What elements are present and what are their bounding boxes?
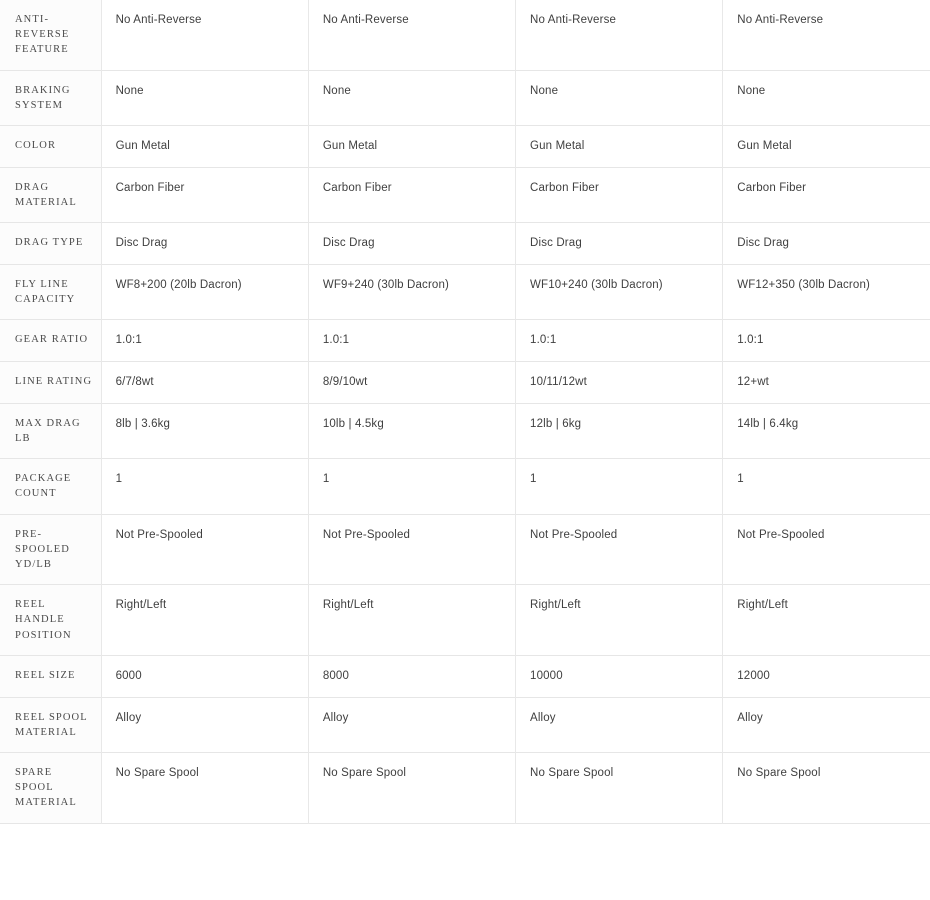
table-row: [0, 514, 930, 585]
spec-value: Not Pre-Spooled: [723, 514, 930, 585]
spec-label: REEL SPOOL MATERIAL: [0, 697, 101, 752]
table-row: [0, 585, 930, 656]
spec-value: Gun Metal: [723, 126, 930, 168]
spec-value: No Spare Spool: [723, 752, 930, 823]
table-row: [0, 167, 930, 222]
spec-value: 12+wt: [723, 361, 930, 403]
spec-value: 1.0:1: [516, 320, 723, 362]
spec-value: 1.0:1: [308, 320, 515, 362]
spec-label: BRAKING SYSTEM: [0, 70, 101, 125]
spec-value: 14lb | 6.4kg: [723, 403, 930, 458]
spec-label: PACKAGE COUNT: [0, 459, 101, 514]
spec-value: None: [101, 70, 308, 125]
spec-label: REEL HANDLE POSITION: [0, 585, 101, 656]
spec-value: Disc Drag: [516, 223, 723, 265]
spec-value: 10lb | 4.5kg: [308, 403, 515, 458]
spec-value: 1.0:1: [723, 320, 930, 362]
spec-label: GEAR RATIO: [0, 320, 101, 362]
spec-label: SPARE SPOOL MATERIAL: [0, 752, 101, 823]
spec-value: Carbon Fiber: [516, 167, 723, 222]
spec-value: 10000: [516, 655, 723, 697]
spec-value: No Spare Spool: [308, 752, 515, 823]
spec-value: 1: [723, 459, 930, 514]
spec-value: Alloy: [308, 697, 515, 752]
table-row: [0, 403, 930, 458]
table-row: [0, 697, 930, 752]
spec-label: REEL SIZE: [0, 655, 101, 697]
spec-label: ANTI-REVERSE FEATURE: [0, 0, 101, 70]
spec-value: Not Pre-Spooled: [308, 514, 515, 585]
table-row: [0, 70, 930, 125]
spec-value: None: [516, 70, 723, 125]
spec-value: Alloy: [101, 697, 308, 752]
spec-value: 10/11/12wt: [516, 361, 723, 403]
table-row: [0, 320, 930, 362]
spec-value: 1: [101, 459, 308, 514]
spec-value: Gun Metal: [308, 126, 515, 168]
spec-label: COLOR: [0, 126, 101, 168]
table-row: [0, 361, 930, 403]
spec-value: Right/Left: [516, 585, 723, 656]
spec-value: 12lb | 6kg: [516, 403, 723, 458]
spec-value: Right/Left: [723, 585, 930, 656]
spec-value: No Anti-Reverse: [101, 0, 308, 70]
table-row: [0, 223, 930, 265]
spec-value: Disc Drag: [101, 223, 308, 265]
spec-value: None: [308, 70, 515, 125]
spec-value: No Spare Spool: [101, 752, 308, 823]
spec-label: DRAG TYPE: [0, 223, 101, 265]
spec-value: 6/7/8wt: [101, 361, 308, 403]
spec-value: Alloy: [516, 697, 723, 752]
spec-value: No Spare Spool: [516, 752, 723, 823]
spec-value: WF12+350 (30lb Dacron): [723, 264, 930, 319]
spec-value: Gun Metal: [101, 126, 308, 168]
spec-value: WF10+240 (30lb Dacron): [516, 264, 723, 319]
spec-value: Not Pre-Spooled: [101, 514, 308, 585]
spec-value: Carbon Fiber: [308, 167, 515, 222]
spec-label: DRAG MATERIAL: [0, 167, 101, 222]
spec-value: Carbon Fiber: [101, 167, 308, 222]
spec-value: 6000: [101, 655, 308, 697]
spec-value: Disc Drag: [308, 223, 515, 265]
spec-value: No Anti-Reverse: [516, 0, 723, 70]
spec-value: 1.0:1: [101, 320, 308, 362]
spec-value: WF9+240 (30lb Dacron): [308, 264, 515, 319]
spec-value: 8/9/10wt: [308, 361, 515, 403]
table-row: [0, 126, 930, 168]
spec-value: 8lb | 3.6kg: [101, 403, 308, 458]
spec-value: 1: [516, 459, 723, 514]
table-row: [0, 459, 930, 514]
spec-value: Alloy: [723, 697, 930, 752]
spec-value: Not Pre-Spooled: [516, 514, 723, 585]
spec-value: Gun Metal: [516, 126, 723, 168]
spec-value: 12000: [723, 655, 930, 697]
spec-value: None: [723, 70, 930, 125]
table-row: [0, 752, 930, 823]
spec-value: 1: [308, 459, 515, 514]
table-row: [0, 655, 930, 697]
table-row: [0, 264, 930, 319]
spec-value: Disc Drag: [723, 223, 930, 265]
spec-value: No Anti-Reverse: [723, 0, 930, 70]
spec-value: 8000: [308, 655, 515, 697]
spec-value: Right/Left: [101, 585, 308, 656]
spec-value: Carbon Fiber: [723, 167, 930, 222]
spec-label: MAX DRAG LB: [0, 403, 101, 458]
spec-value: No Anti-Reverse: [308, 0, 515, 70]
spec-label: FLY LINE CAPACITY: [0, 264, 101, 319]
spec-value: Right/Left: [308, 585, 515, 656]
spec-label: PRE-SPOOLED YD/LB: [0, 514, 101, 585]
table-row: [0, 0, 930, 70]
spec-value: WF8+200 (20lb Dacron): [101, 264, 308, 319]
spec-label: LINE RATING: [0, 361, 101, 403]
